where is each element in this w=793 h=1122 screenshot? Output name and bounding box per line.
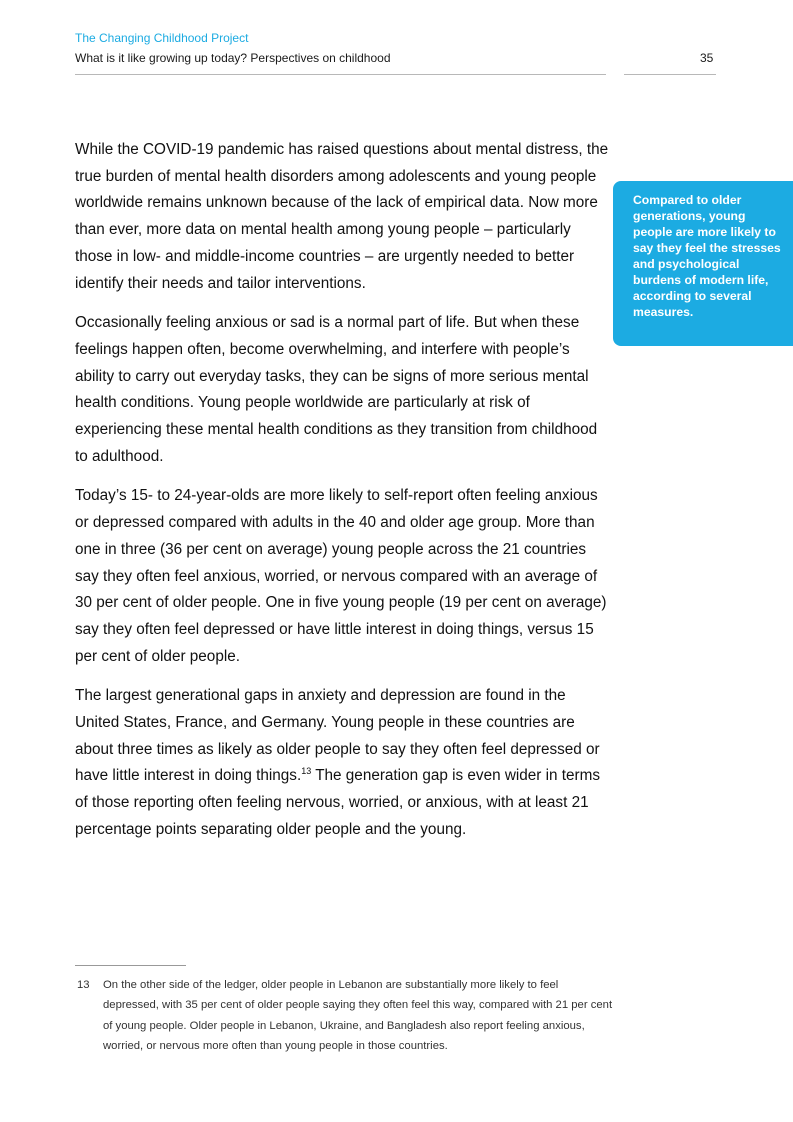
footnote-number: 13: [77, 979, 90, 991]
footnote-divider: [75, 965, 186, 966]
main-body: [75, 137, 611, 857]
paragraph-text: The largest generational gaps in anxiety and depression are found in the United States, France, and Germany. Young people in these countries are about three times as likely as older people to say they often feel depressed or have little interest in doing things.: [75, 687, 600, 785]
sidebar-header-divider: [624, 74, 716, 75]
paragraph-generational-gaps: [75, 683, 611, 843]
pull-quote-callout: [613, 181, 793, 346]
footnote: [75, 975, 615, 1056]
paragraph-text: The generation gap is even wider in terms of those reporting often feeling nervous, worried, or anxious, with at least 21 percentage points separating older people and the young.: [75, 767, 601, 838]
paragraph-covid: While the COVID-19 pandemic has raised questions about mental distress, the true burden of mental health disorders among adolescents and young people worldwide remains unknown because of the lack of empirical data. Now more than ever, more data on mental health among young people – particularly those in low- and middle-income countries – are urgently needed to better identify their needs and tailor interventions.: [75, 141, 609, 292]
page-number: 35: [700, 51, 714, 65]
header-divider: [75, 74, 606, 75]
project-title: The Changing Childhood Project: [75, 31, 249, 45]
footnote-reference[interactable]: 13: [301, 766, 312, 777]
paragraph-anxiety-normal: Occasionally feeling anxious or sad is a normal part of life. But when these feelings happen often, become overwhelming, and interfere with people’s ability to carry out everyday tasks, they can be signs of more serious mental health conditions. Young people worldwide are particularly at risk of experiencing these mental health conditions as they transition from childhood to adulthood.: [75, 314, 598, 465]
footnote-text: On the other side of the ledger, older people in Lebanon are substantially more likely to feel depressed, with 35 per cent of older people saying they often feel this way, compared with 21 per cent of young people. Older people in Lebanon, Ukraine, and Bangladesh also report feeling anxious, worried, or nervous more often than young people in those countries.: [103, 979, 613, 1052]
report-subtitle: What is it like growing up today? Perspectives on childhood: [75, 51, 391, 65]
callout-text: Compared to older generations, young people are more likely to say they feel the stresses and psychological burdens of modern life, according to several measures.: [633, 193, 781, 319]
paragraph-self-report: Today’s 15- to 24-year-olds are more likely to self-report often feeling anxious or depressed compared with adults in the 40 and older age group. More than one in three (36 per cent on average) young people across the 21 countries say they often feel anxious, worried, or nervous compared with an average of 30 per cent of older people. One in five young people (19 per cent on average) say they often feel depressed or have little interest in doing things, versus 15 per cent of older people.: [75, 487, 607, 665]
